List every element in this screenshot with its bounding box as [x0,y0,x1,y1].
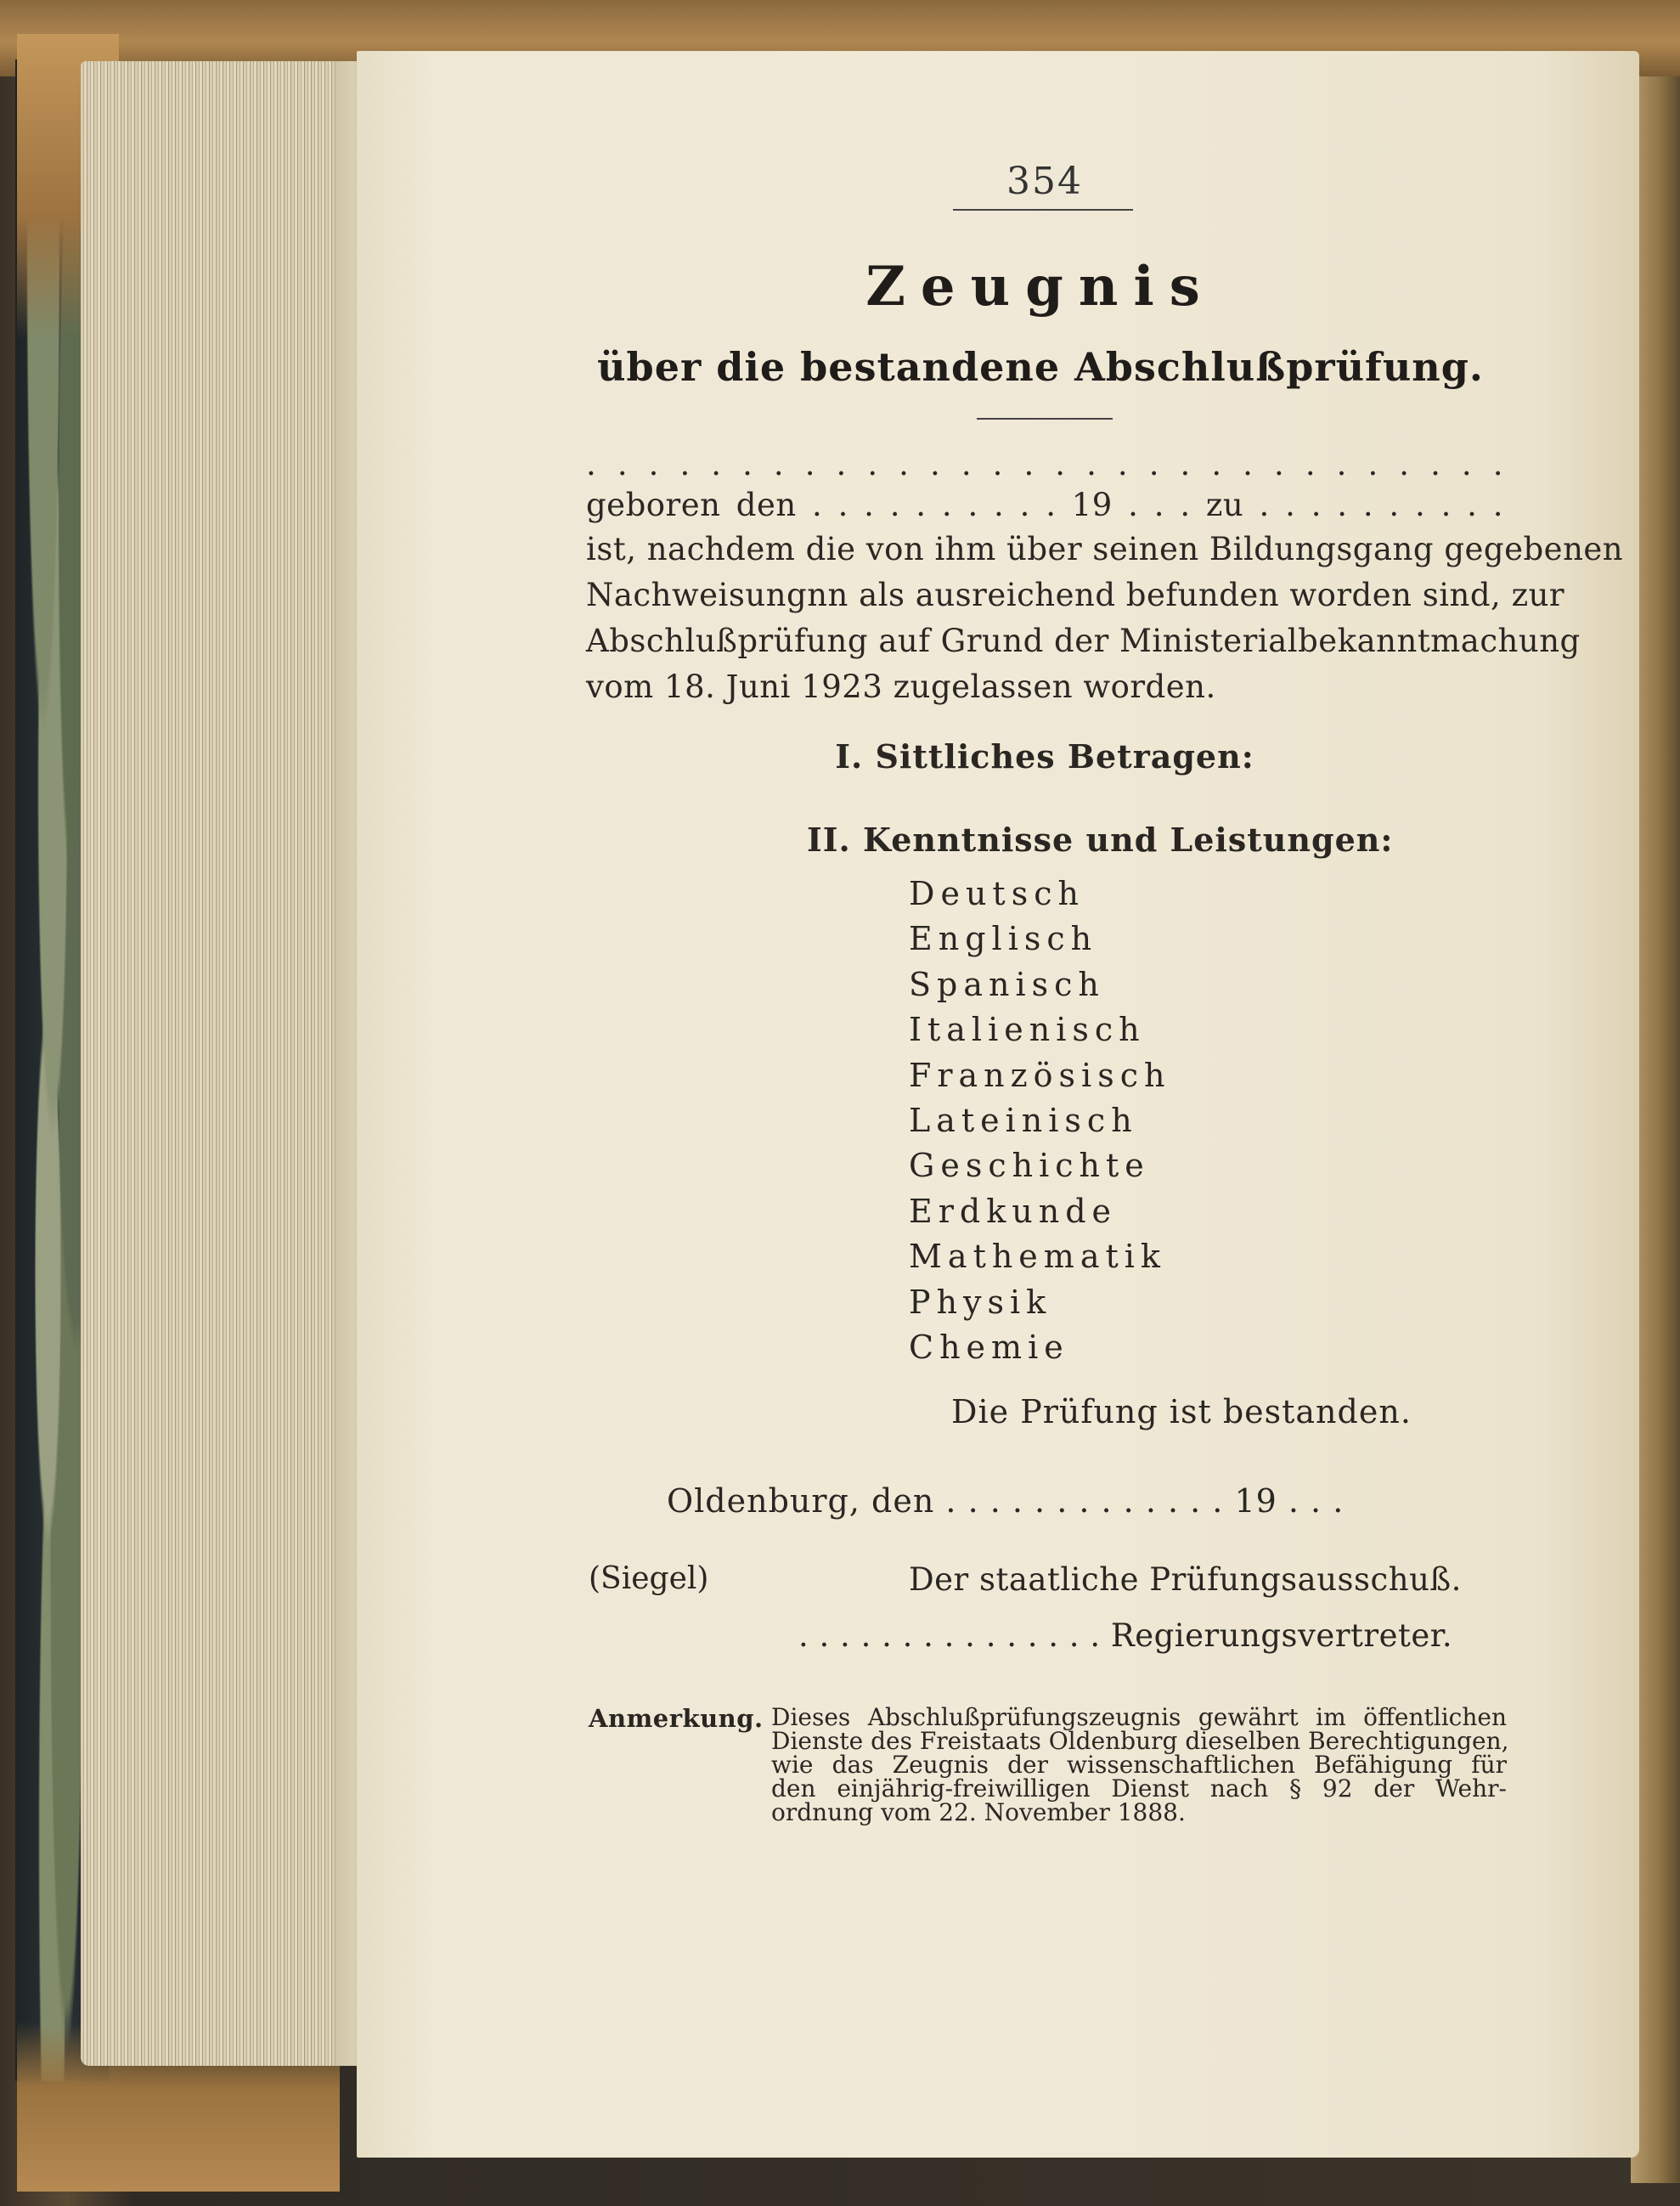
note-line: Dienste des Freistaats Oldenburg dieselben Berechtigungen, [771,1727,1509,1755]
subject-item: Spanisch [909,965,1105,1003]
note-line: den einjährig-freiwilligen Dienst nach § 92 der Wehr- [771,1774,1507,1803]
subject-item: Physik [909,1283,1052,1321]
page-stack-edge [81,61,361,2066]
section-knowledge-heading: II. Kenntnisse und Leistungen: [807,821,1394,859]
name-blank-line: . . . . . . . . . . . . . . . . . . . . . . . . . . . . . . [586,446,1503,482]
birth-line: geboren den . . . . . . . . . . 19 . . . zu . . . . . . . . . . [586,487,1503,523]
title-rule [977,418,1113,420]
subject-item: Chemie [909,1329,1069,1367]
seal-label: (Siegel) [589,1561,709,1596]
exam-result: Die Prüfung ist bestanden. [951,1393,1412,1430]
subject-list [909,872,1170,1370]
paragraph-line: Nachweisungnn als ausreichend befunden worden sind, zur [586,577,1565,613]
subject-item: Englisch [909,920,1098,958]
subject-item: Erdkunde [909,1192,1118,1230]
document-subtitle: über die bestandene Abschlußprüfung. [597,344,1484,390]
paragraph-line: ist, nachdem die von ihm über seinen Bildungsgang gegebenen [586,531,1624,567]
paragraph-line: vom 18. Juni 1923 zugelassen worden. [586,669,1216,705]
note-label: Anmerkung. [589,1704,764,1733]
subject-item: Italienisch [909,1011,1146,1049]
place-date-line: Oldenburg, den . . . . . . . . . . . . . 19 . . . [667,1482,1345,1520]
note-line: ordnung vom 22. November 1888. [771,1798,1186,1826]
document-title: Zeugnis [865,255,1215,319]
paragraph-line: Abschlußprüfung auf Grund der Ministerialbekanntmachung [586,623,1581,659]
note-line: Dieses Abschlußprüfungszeugnis gewährt im öffentlichen [771,1703,1507,1731]
subject-item: Lateinisch [909,1102,1138,1140]
page-number: 354 [1006,160,1083,203]
committee-signature: Der staatliche Prüfungsausschuß. [909,1561,1462,1598]
subject-item: Französisch [909,1056,1171,1094]
subject-item: Deutsch [909,875,1085,912]
page-number-rule [953,209,1133,211]
section-conduct-heading: I. Sittliches Betragen: [835,737,1254,776]
note-line: wie das Zeugnis der wissenschaftlichen Befähigung für [771,1751,1507,1779]
subject-item: Geschichte [909,1147,1150,1185]
subject-item: Mathematik [909,1238,1166,1276]
representative-signature: . . . . . . . . . . . . . . . Regierungsvertreter. [798,1617,1453,1654]
